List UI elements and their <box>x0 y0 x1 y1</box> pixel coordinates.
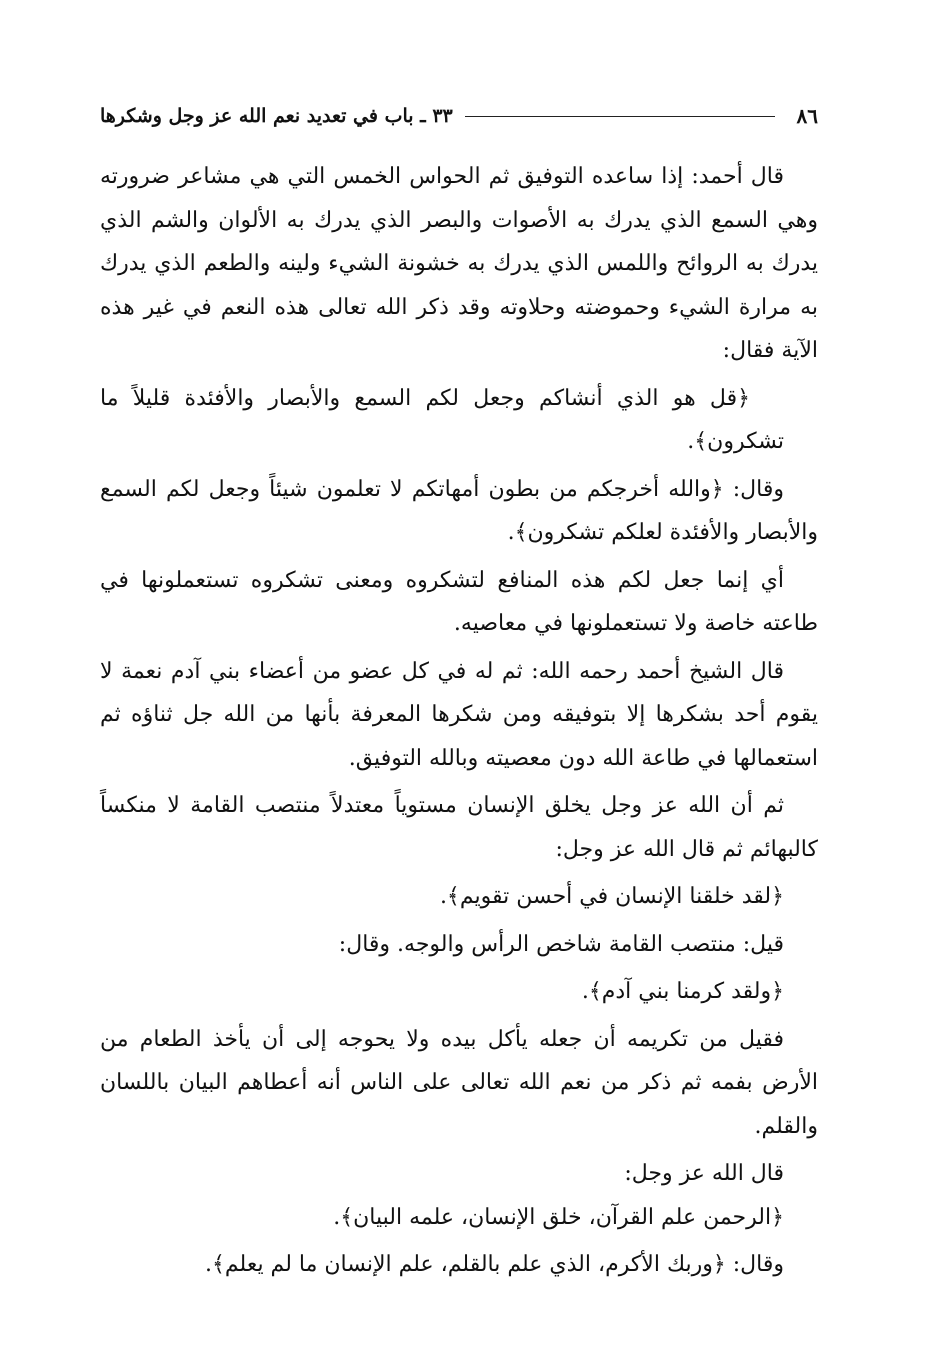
paragraph: قال الله عز وجل: <box>624 1161 784 1186</box>
paragraph: قال أحمد: إذا ساعده التوفيق ثم الحواس الخمس التي هي مشاعر ضرورته وهي السمع الذي يدرك به الأصوات والبصر الذي يدرك به الألوان والشم الذي يدرك به الروائح واللمس الذي يدرك به خشونة الشيء ولينه والطعم الذي يدرك به مرارة الشيء وحموضته وحلاوته وقد ذكر الله تعالى هذه النعم في غير هذه الآية فقال: <box>100 164 818 363</box>
page-header <box>100 95 818 137</box>
quran-quote: ﴿قل هو الذي أنشاكم وجعل لكم السمع والأبصار والأفئدة قليلاً ما تشكرون﴾. <box>100 385 784 454</box>
paragraph: ثم أن الله عز وجل يخلق الإنسان مستوياً معتدلاً منتصب القامة لا منكساً كالبهائم ثم قال الله عز وجل: <box>100 793 818 862</box>
paragraph: أي إنما جعل لكم هذه المنافع لتشكروه ومعنى تشكروه تستعملونها في طاعته خاصة ولا تستعملونها في معاصيه. <box>100 567 818 636</box>
quran-quote: ﴿لقد خلقنا الإنسان في أحسن تقويم﴾. <box>439 884 784 909</box>
quran-quote: ﴿ولقد كرمنا بني آدم﴾. <box>581 979 784 1004</box>
page-body <box>100 155 818 1287</box>
quran-quote: ﴿الرحمن علم القرآن، خلق الإنسان، علمه البيان﴾. <box>333 1204 784 1230</box>
book-page <box>100 95 818 1291</box>
paragraph: وقال: ﴿والله أخرجكم من بطون أمهاتكم لا تعلمون شيئاً وجعل لكم السمع والأبصار والأفئدة لعلكم تشكرون﴾. <box>100 476 818 545</box>
running-title: ٣٣ ـ باب في تعديد نعم الله عز وجل وشكرها <box>100 105 453 127</box>
paragraph: قيل: منتصب القامة شاخص الرأس والوجه. وقال: <box>338 931 784 957</box>
paragraph: قال الشيخ أحمد رحمه الله: ثم له في كل عضو من أعضاء بني آدم نعمة لا يقوم أحد بشكرها إلا بتوفيقه ومن شكرها المعرفة بأنها من الله جل ثناؤه ثم استعمالها في طاعة الله دون معصيته وبالله التوفيق. <box>100 658 818 771</box>
paragraph: فقيل من تكريمه أن جعله يأكل بيده ولا يحوجه إلى أن يأخذ الطعام من الأرض بفمه ثم ذكر من نعم الله تعالى على الناس أنه أعطاهم البيان باللسان والقلم. <box>100 1026 818 1139</box>
paragraph: وقال: ﴿وربك الأكرم، الذي علم بالقلم، علم الإنسان ما لم يعلم﴾. <box>205 1252 784 1277</box>
header-rule <box>465 116 775 117</box>
page-number: ٨٦ <box>796 104 818 128</box>
